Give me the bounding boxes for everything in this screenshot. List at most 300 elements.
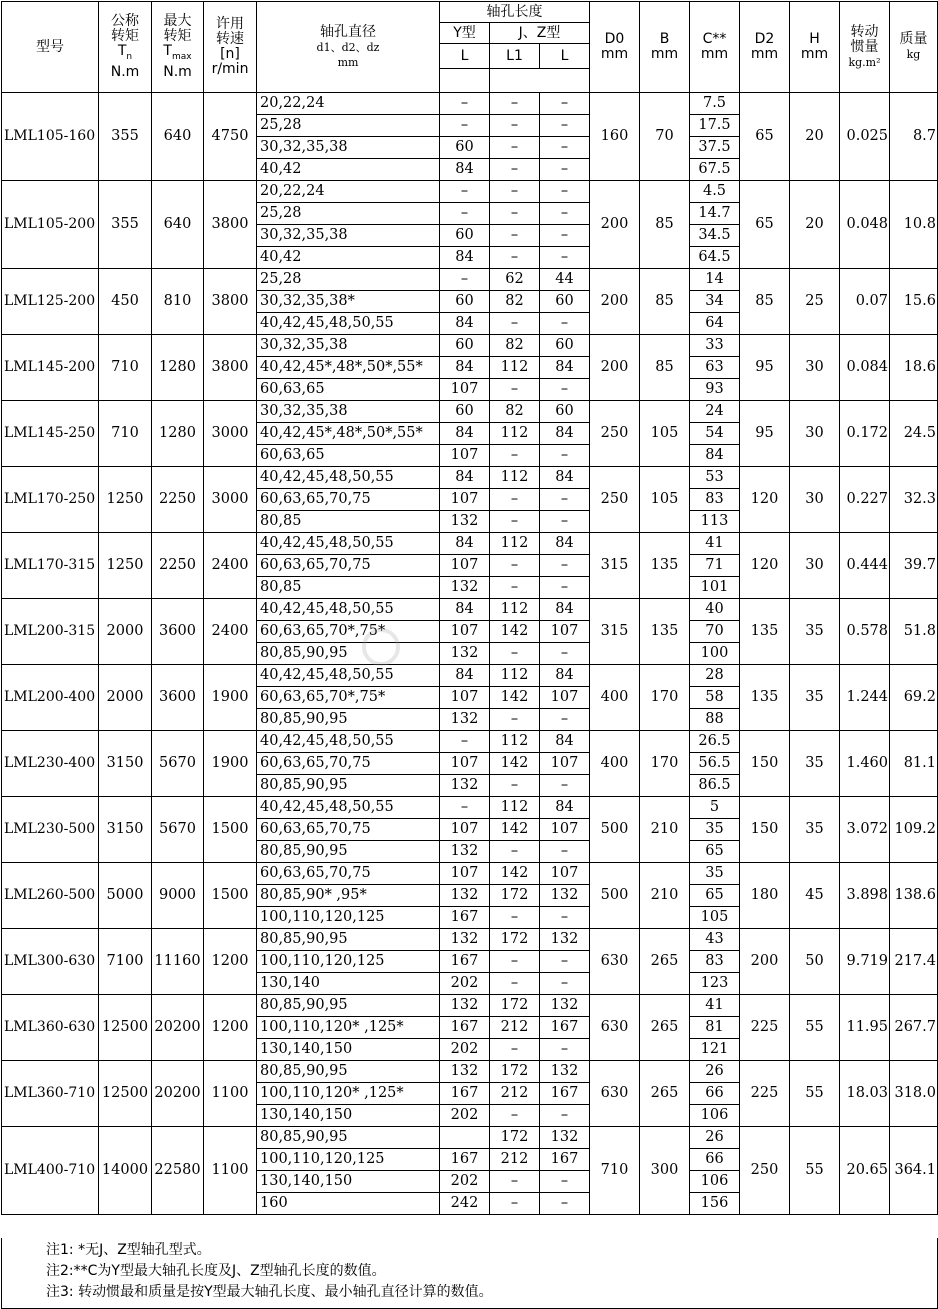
table-row bbox=[2, 995, 938, 1017]
model-cell: LML360-710 bbox=[2, 1061, 99, 1127]
header-mass-unit: kg bbox=[906, 48, 921, 61]
l-length-cell: – bbox=[540, 841, 590, 863]
header-tn-symbol: T bbox=[117, 43, 127, 60]
max-torque-cell: 5670 bbox=[152, 797, 204, 863]
speed-cell: 4750 bbox=[204, 93, 257, 181]
mass-cell: 109.2 bbox=[890, 797, 938, 863]
c-cell: 7.5 bbox=[690, 93, 740, 115]
l-length-cell: 167 bbox=[540, 1017, 590, 1039]
bore-cell: 40,42 bbox=[257, 247, 440, 269]
l1-length-cell: 112 bbox=[490, 357, 540, 379]
nominal-torque-cell: 2000 bbox=[99, 665, 152, 731]
inertia-cell: 0.444 bbox=[840, 533, 890, 599]
bore-cell: 20,22,24 bbox=[257, 93, 440, 115]
l1-length-cell: 112 bbox=[490, 797, 540, 819]
header-speed-unit: r/min bbox=[211, 61, 249, 77]
y-length-cell: – bbox=[440, 797, 490, 819]
bore-cell: 30,32,35,38 bbox=[257, 335, 440, 357]
max-torque-cell: 640 bbox=[152, 181, 204, 269]
model-cell: LML145-200 bbox=[2, 335, 99, 401]
y-length-cell: 202 bbox=[440, 1171, 490, 1193]
l-length-cell: – bbox=[540, 137, 590, 159]
l-length-cell: 44 bbox=[540, 269, 590, 291]
y-length-cell: – bbox=[440, 181, 490, 203]
l1-length-cell: – bbox=[490, 577, 540, 599]
y-length-cell: – bbox=[440, 203, 490, 225]
h-cell: 35 bbox=[790, 731, 840, 797]
h-cell: 35 bbox=[790, 665, 840, 731]
bore-cell: 30,32,35,38 bbox=[257, 137, 440, 159]
note-2: 注2:**C为Y型最大轴孔长度及J、Z型轴孔长度的数值。 bbox=[46, 1263, 386, 1279]
d0-cell: 710 bbox=[590, 1127, 640, 1215]
d2-cell: 120 bbox=[740, 533, 790, 599]
c-cell: 43 bbox=[690, 929, 740, 951]
c-cell: 156 bbox=[690, 1193, 740, 1215]
bore-cell: 80,85,90,95 bbox=[257, 709, 440, 731]
max-torque-cell: 11160 bbox=[152, 929, 204, 995]
bore-cell: 40,42,45*,48*,50*,55* bbox=[257, 423, 440, 445]
mass-cell: 18.6 bbox=[890, 335, 938, 401]
model-cell: LML105-160 bbox=[2, 93, 99, 181]
c-cell: 93 bbox=[690, 379, 740, 401]
c-cell: 106 bbox=[690, 1105, 740, 1127]
table-row bbox=[2, 181, 938, 203]
header-b-unit: mm bbox=[650, 46, 679, 62]
nominal-torque-cell: 355 bbox=[99, 181, 152, 269]
l1-length-cell: 142 bbox=[490, 621, 540, 643]
l1-length-cell: 142 bbox=[490, 863, 540, 885]
l-length-cell: 84 bbox=[540, 797, 590, 819]
d0-cell: 250 bbox=[590, 401, 640, 467]
c-cell: 64.5 bbox=[690, 247, 740, 269]
h-cell: 35 bbox=[790, 599, 840, 665]
mass-cell: 81.1 bbox=[890, 731, 938, 797]
c-cell: 35 bbox=[690, 863, 740, 885]
l-length-cell: – bbox=[540, 115, 590, 137]
d2-cell: 250 bbox=[740, 1127, 790, 1215]
c-cell: 24 bbox=[690, 401, 740, 423]
b-cell: 105 bbox=[640, 401, 690, 467]
l1-length-cell: 82 bbox=[490, 291, 540, 313]
table-header bbox=[2, 2, 938, 93]
l1-length-cell: – bbox=[490, 1193, 540, 1215]
y-length-cell: – bbox=[440, 731, 490, 753]
c-cell: 100 bbox=[690, 643, 740, 665]
l-length-cell: 167 bbox=[540, 1083, 590, 1105]
bore-cell: 130,140,150 bbox=[257, 1039, 440, 1061]
bore-cell: 40,42,45,48,50,55 bbox=[257, 313, 440, 335]
y-length-cell: 132 bbox=[440, 577, 490, 599]
l1-length-cell: – bbox=[490, 313, 540, 335]
h-cell: 55 bbox=[790, 995, 840, 1061]
max-torque-cell: 1280 bbox=[152, 401, 204, 467]
model-cell: LML105-200 bbox=[2, 181, 99, 269]
bore-cell: 25,28 bbox=[257, 203, 440, 225]
y-length-cell: 107 bbox=[440, 819, 490, 841]
inertia-cell: 0.07 bbox=[840, 269, 890, 335]
l-length-cell: 84 bbox=[540, 665, 590, 687]
c-cell: 121 bbox=[690, 1039, 740, 1061]
l1-length-cell: – bbox=[490, 445, 540, 467]
l-length-cell: – bbox=[540, 313, 590, 335]
d0-cell: 630 bbox=[590, 1061, 640, 1127]
d2-cell: 95 bbox=[740, 335, 790, 401]
d0-cell: 630 bbox=[590, 995, 640, 1061]
l1-length-cell: – bbox=[490, 643, 540, 665]
l1-length-cell: – bbox=[490, 841, 540, 863]
l1-length-cell: – bbox=[490, 137, 540, 159]
l1-length-cell: 172 bbox=[490, 1061, 540, 1083]
header-y-type: Y型 bbox=[440, 23, 490, 44]
max-torque-cell: 20200 bbox=[152, 995, 204, 1061]
table-row bbox=[2, 929, 938, 951]
y-length-cell: 84 bbox=[440, 423, 490, 445]
y-length-cell: 132 bbox=[440, 709, 490, 731]
y-length-cell: 107 bbox=[440, 753, 490, 775]
mass-cell: 15.6 bbox=[890, 269, 938, 335]
max-torque-cell: 2250 bbox=[152, 533, 204, 599]
b-cell: 265 bbox=[640, 929, 690, 995]
h-cell: 30 bbox=[790, 467, 840, 533]
speed-cell: 3800 bbox=[204, 181, 257, 269]
table-row bbox=[2, 797, 938, 819]
mass-cell: 51.8 bbox=[890, 599, 938, 665]
l-length-cell: 84 bbox=[540, 731, 590, 753]
mass-cell: 39.7 bbox=[890, 533, 938, 599]
table-body bbox=[2, 93, 938, 1215]
c-cell: 88 bbox=[690, 709, 740, 731]
mass-cell: 24.5 bbox=[890, 401, 938, 467]
table-row bbox=[2, 401, 938, 423]
l-length-cell: 132 bbox=[540, 929, 590, 951]
nominal-torque-cell: 2000 bbox=[99, 599, 152, 665]
y-length-cell: 107 bbox=[440, 621, 490, 643]
l-length-cell: 107 bbox=[540, 863, 590, 885]
inertia-cell: 1.244 bbox=[840, 665, 890, 731]
header-c-label: C** bbox=[702, 31, 727, 47]
l1-length-cell: – bbox=[490, 555, 540, 577]
c-cell: 41 bbox=[690, 995, 740, 1017]
mass-cell: 10.8 bbox=[890, 181, 938, 269]
inertia-cell: 11.95 bbox=[840, 995, 890, 1061]
l1-length-cell: 172 bbox=[490, 929, 540, 951]
h-cell: 35 bbox=[790, 797, 840, 863]
l1-length-cell: 172 bbox=[490, 995, 540, 1017]
h-cell: 20 bbox=[790, 93, 840, 181]
c-cell: 70 bbox=[690, 621, 740, 643]
inertia-cell: 0.084 bbox=[840, 335, 890, 401]
c-cell: 64 bbox=[690, 313, 740, 335]
l1-length-cell: – bbox=[490, 1105, 540, 1127]
l-length-cell: 84 bbox=[540, 423, 590, 445]
model-cell: LML170-250 bbox=[2, 467, 99, 533]
c-cell: 63 bbox=[690, 357, 740, 379]
l-length-cell: – bbox=[540, 181, 590, 203]
l-length-cell: – bbox=[540, 225, 590, 247]
l-length-cell: – bbox=[540, 93, 590, 115]
l1-length-cell: – bbox=[490, 159, 540, 181]
header-model: 型号 bbox=[2, 2, 99, 93]
d2-cell: 135 bbox=[740, 599, 790, 665]
bore-cell: 80,85,90,95 bbox=[257, 841, 440, 863]
bore-cell: 80,85,90* ,95* bbox=[257, 885, 440, 907]
c-cell: 56.5 bbox=[690, 753, 740, 775]
h-cell: 30 bbox=[790, 533, 840, 599]
c-cell: 40 bbox=[690, 599, 740, 621]
d0-cell: 200 bbox=[590, 335, 640, 401]
max-torque-cell: 9000 bbox=[152, 863, 204, 929]
header-nominal-torque bbox=[99, 2, 152, 93]
inertia-cell: 0.172 bbox=[840, 401, 890, 467]
y-length-cell: 167 bbox=[440, 1017, 490, 1039]
header-c-unit: mm bbox=[700, 46, 729, 62]
y-length-cell: – bbox=[440, 269, 490, 291]
h-cell: 30 bbox=[790, 401, 840, 467]
d0-cell: 500 bbox=[590, 863, 640, 929]
nominal-torque-cell: 12500 bbox=[99, 1061, 152, 1127]
header-speed-label: 许用转速 bbox=[216, 16, 244, 47]
bore-cell: 130,140,150 bbox=[257, 1105, 440, 1127]
c-cell: 26.5 bbox=[690, 731, 740, 753]
d2-cell: 225 bbox=[740, 995, 790, 1061]
b-cell: 85 bbox=[640, 181, 690, 269]
d0-cell: 250 bbox=[590, 467, 640, 533]
c-cell: 41 bbox=[690, 533, 740, 555]
nominal-torque-cell: 710 bbox=[99, 335, 152, 401]
header-h-unit: mm bbox=[800, 46, 829, 62]
bore-cell: 130,140 bbox=[257, 973, 440, 995]
speed-cell: 2400 bbox=[204, 599, 257, 665]
l1-length-cell: – bbox=[490, 93, 540, 115]
inertia-cell: 0.227 bbox=[840, 467, 890, 533]
l1-length-cell: – bbox=[490, 247, 540, 269]
table-row bbox=[2, 93, 938, 115]
mass-cell: 138.6 bbox=[890, 863, 938, 929]
l-length-cell: – bbox=[540, 1105, 590, 1127]
d0-cell: 630 bbox=[590, 929, 640, 995]
bore-cell: 160 bbox=[257, 1193, 440, 1215]
speed-cell: 2400 bbox=[204, 533, 257, 599]
bore-cell: 60,63,65,70,75 bbox=[257, 555, 440, 577]
d0-cell: 315 bbox=[590, 533, 640, 599]
nominal-torque-cell: 1250 bbox=[99, 467, 152, 533]
b-cell: 210 bbox=[640, 863, 690, 929]
y-length-cell: 132 bbox=[440, 929, 490, 951]
l-length-cell: 107 bbox=[540, 687, 590, 709]
d0-cell: 500 bbox=[590, 797, 640, 863]
max-torque-cell: 2250 bbox=[152, 467, 204, 533]
l1-length-cell: – bbox=[490, 951, 540, 973]
speed-cell: 3000 bbox=[204, 467, 257, 533]
l-length-cell: – bbox=[540, 511, 590, 533]
y-length-cell: 107 bbox=[440, 445, 490, 467]
bore-cell: 80,85,90,95 bbox=[257, 995, 440, 1017]
l-length-cell: – bbox=[540, 1039, 590, 1061]
c-cell: 35 bbox=[690, 819, 740, 841]
header-length: 轴孔长度 bbox=[440, 2, 590, 23]
l-length-cell: 84 bbox=[540, 533, 590, 555]
header-inertia bbox=[840, 2, 890, 93]
inertia-cell: 0.578 bbox=[840, 599, 890, 665]
y-length-cell: 84 bbox=[440, 533, 490, 555]
table-row bbox=[2, 665, 938, 687]
table-row bbox=[2, 599, 938, 621]
header-mass-label: 质量 bbox=[899, 31, 928, 47]
y-length-cell: 84 bbox=[440, 665, 490, 687]
l1-length-cell: – bbox=[490, 1039, 540, 1061]
l-length-cell: 84 bbox=[540, 357, 590, 379]
c-cell: 65 bbox=[690, 885, 740, 907]
l-length-cell: 60 bbox=[540, 335, 590, 357]
c-cell: 105 bbox=[690, 907, 740, 929]
b-cell: 135 bbox=[640, 599, 690, 665]
inertia-cell: 1.460 bbox=[840, 731, 890, 797]
bore-cell: 100,110,120,125 bbox=[257, 907, 440, 929]
y-length-cell: 84 bbox=[440, 357, 490, 379]
h-cell: 45 bbox=[790, 863, 840, 929]
l-length-cell: – bbox=[540, 445, 590, 467]
table-row bbox=[2, 335, 938, 357]
header-tn-unit: N.m bbox=[110, 63, 140, 80]
l-length-cell: – bbox=[540, 555, 590, 577]
header-nominal-torque-label: 公称转矩 bbox=[111, 13, 139, 45]
c-cell: 83 bbox=[690, 951, 740, 973]
speed-cell: 1100 bbox=[204, 1127, 257, 1215]
l1-length-cell: 112 bbox=[490, 467, 540, 489]
h-cell: 50 bbox=[790, 929, 840, 995]
bore-cell: 30,32,35,38* bbox=[257, 291, 440, 313]
c-cell: 66 bbox=[690, 1149, 740, 1171]
table-row bbox=[2, 269, 938, 291]
notes bbox=[46, 1240, 493, 1303]
y-length-cell: 60 bbox=[440, 137, 490, 159]
h-cell: 55 bbox=[790, 1061, 840, 1127]
c-cell: 26 bbox=[690, 1061, 740, 1083]
note-3: 注3: 转动惯最和质量是按Y型最大轴孔长度、最小轴孔直径计算的数值。 bbox=[46, 1284, 493, 1300]
d2-cell: 150 bbox=[740, 731, 790, 797]
nominal-torque-cell: 7100 bbox=[99, 929, 152, 995]
header-bore-unit: mm bbox=[337, 55, 359, 69]
d2-cell: 65 bbox=[740, 93, 790, 181]
b-cell: 70 bbox=[640, 93, 690, 181]
header-inertia-unit: kg.m² bbox=[848, 55, 881, 69]
l-length-cell: – bbox=[540, 951, 590, 973]
d2-cell: 200 bbox=[740, 929, 790, 995]
l1-length-cell: – bbox=[490, 775, 540, 797]
l1-length-cell: – bbox=[490, 181, 540, 203]
header-tmax-sub: max bbox=[171, 51, 192, 62]
l1-length-cell: – bbox=[490, 511, 540, 533]
header-c bbox=[690, 2, 740, 93]
y-length-cell: 132 bbox=[440, 885, 490, 907]
y-length-cell: 84 bbox=[440, 313, 490, 335]
d0-cell: 200 bbox=[590, 181, 640, 269]
c-cell: 67.5 bbox=[690, 159, 740, 181]
b-cell: 135 bbox=[640, 533, 690, 599]
header-l2: L bbox=[560, 48, 569, 64]
header-h bbox=[790, 2, 840, 93]
max-torque-cell: 5670 bbox=[152, 731, 204, 797]
nominal-torque-cell: 3150 bbox=[99, 731, 152, 797]
h-cell: 55 bbox=[790, 1127, 840, 1215]
c-cell: 106 bbox=[690, 1171, 740, 1193]
l1-length-cell: 62 bbox=[490, 269, 540, 291]
header-d0-unit: mm bbox=[600, 46, 629, 62]
y-length-cell: 60 bbox=[440, 335, 490, 357]
bore-cell: 100,110,120* ,125* bbox=[257, 1083, 440, 1105]
c-cell: 37.5 bbox=[690, 137, 740, 159]
bore-cell: 80,85 bbox=[257, 511, 440, 533]
nominal-torque-cell: 12500 bbox=[99, 995, 152, 1061]
c-cell: 34 bbox=[690, 291, 740, 313]
l-length-cell: – bbox=[540, 489, 590, 511]
l1-length-cell: – bbox=[490, 973, 540, 995]
y-length-cell: 60 bbox=[440, 291, 490, 313]
speed-cell: 1500 bbox=[204, 797, 257, 863]
inertia-cell: 3.072 bbox=[840, 797, 890, 863]
bore-cell: 130,140,150 bbox=[257, 1171, 440, 1193]
nominal-torque-cell: 450 bbox=[99, 269, 152, 335]
header-bore bbox=[257, 2, 440, 93]
inertia-cell: 20.65 bbox=[840, 1127, 890, 1215]
speed-cell: 1200 bbox=[204, 995, 257, 1061]
bore-cell: 30,32,35,38 bbox=[257, 401, 440, 423]
l-length-cell: 60 bbox=[540, 401, 590, 423]
y-length-cell: 107 bbox=[440, 863, 490, 885]
l-length-cell: – bbox=[540, 247, 590, 269]
l1-length-cell: 142 bbox=[490, 753, 540, 775]
y-length-cell: – bbox=[440, 115, 490, 137]
d2-cell: 150 bbox=[740, 797, 790, 863]
header-bore-label: 轴孔直径 bbox=[320, 23, 376, 40]
header-length-jz bbox=[490, 44, 590, 93]
l1-length-cell: 142 bbox=[490, 687, 540, 709]
bore-cell: 80,85,90,95 bbox=[257, 929, 440, 951]
max-torque-cell: 22580 bbox=[152, 1127, 204, 1215]
model-cell: LML360-630 bbox=[2, 995, 99, 1061]
l1-length-cell: 212 bbox=[490, 1017, 540, 1039]
header-l1: L1 bbox=[506, 48, 523, 64]
bore-cell: 60,63,65,70,75 bbox=[257, 863, 440, 885]
bore-cell: 80,85,90,95 bbox=[257, 775, 440, 797]
h-cell: 20 bbox=[790, 181, 840, 269]
bore-cell: 30,32,35,38 bbox=[257, 225, 440, 247]
l-length-cell: – bbox=[540, 1171, 590, 1193]
header-speed bbox=[204, 2, 257, 93]
bore-cell: 60,63,65,70*,75* bbox=[257, 687, 440, 709]
bore-cell: 80,85,90,95 bbox=[257, 1061, 440, 1083]
b-cell: 85 bbox=[640, 335, 690, 401]
l-length-cell: 107 bbox=[540, 621, 590, 643]
header-d2 bbox=[740, 2, 790, 93]
y-length-cell: 107 bbox=[440, 555, 490, 577]
l1-length-cell: – bbox=[490, 1171, 540, 1193]
y-length-cell: 202 bbox=[440, 1105, 490, 1127]
l-length-cell: 167 bbox=[540, 1149, 590, 1171]
model-cell: LML145-250 bbox=[2, 401, 99, 467]
header-l-y: L bbox=[440, 44, 489, 69]
y-length-cell: – bbox=[440, 93, 490, 115]
y-length-cell: 132 bbox=[440, 511, 490, 533]
l1-length-cell: 112 bbox=[490, 533, 540, 555]
d0-cell: 200 bbox=[590, 269, 640, 335]
bore-cell: 100,110,120* ,125* bbox=[257, 1017, 440, 1039]
h-cell: 25 bbox=[790, 269, 840, 335]
c-cell: 54 bbox=[690, 423, 740, 445]
mass-cell: 364.1 bbox=[890, 1127, 938, 1215]
c-cell: 71 bbox=[690, 555, 740, 577]
c-cell: 81 bbox=[690, 1017, 740, 1039]
